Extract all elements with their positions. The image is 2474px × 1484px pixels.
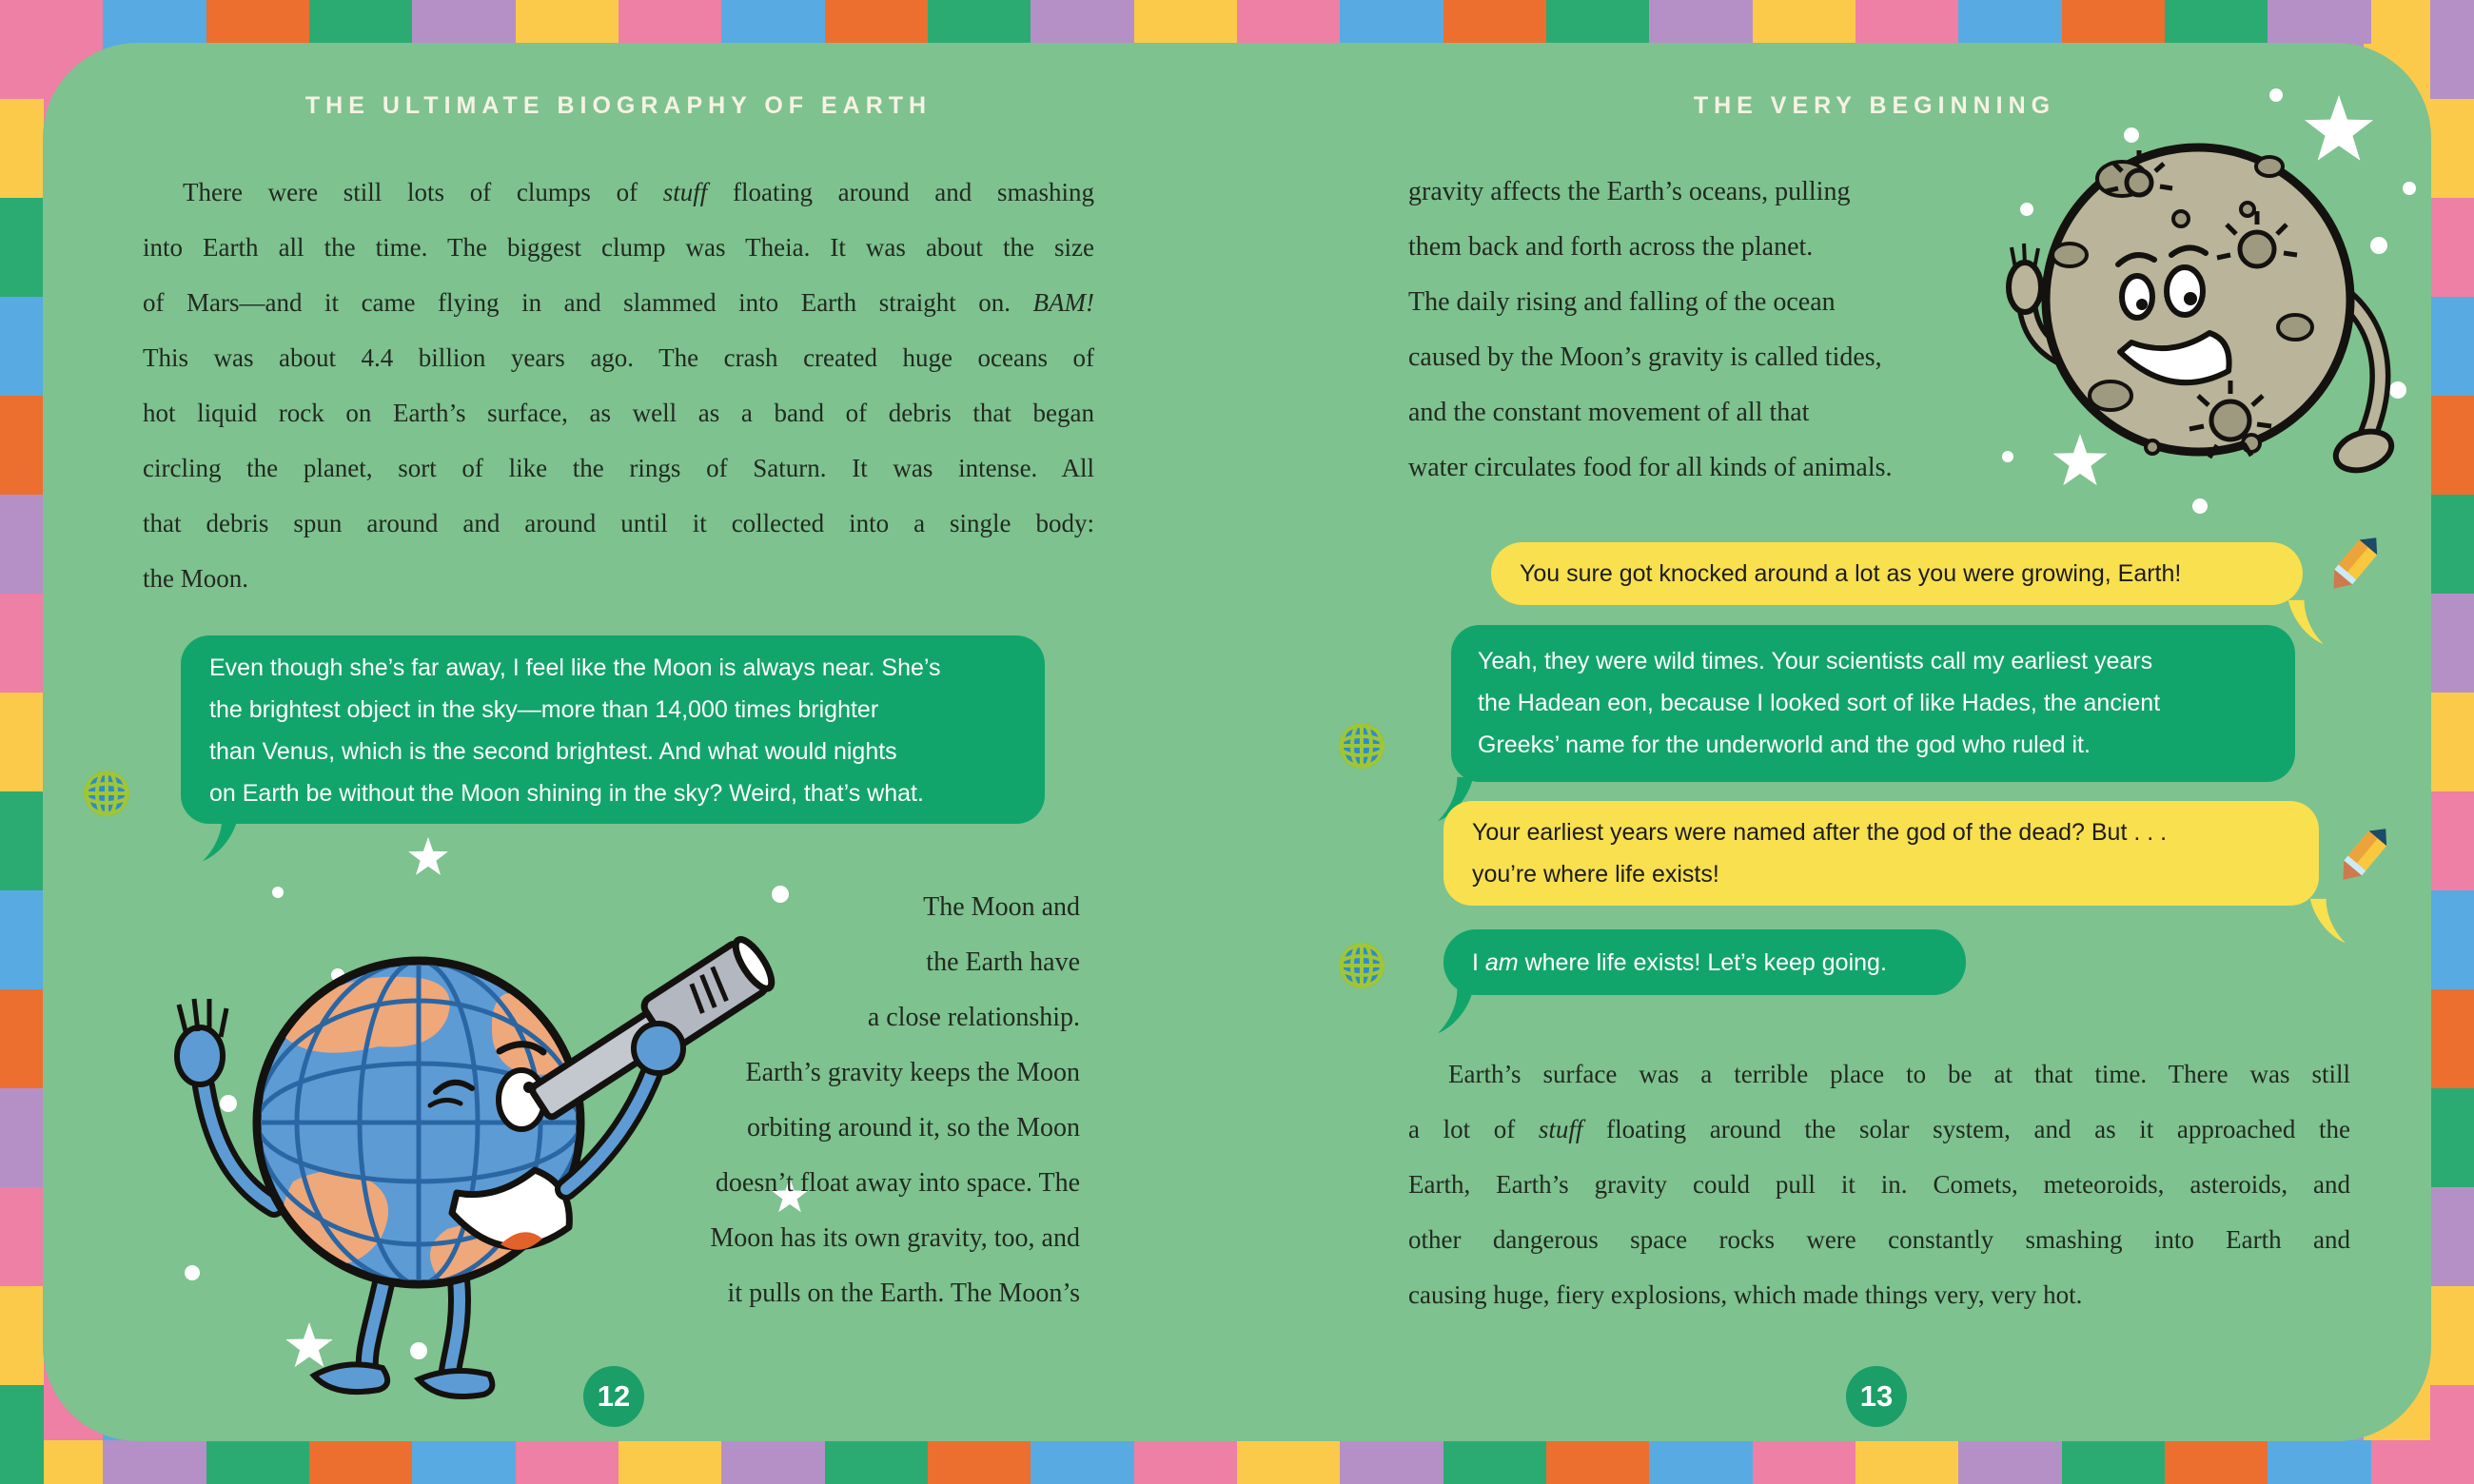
border-cell — [1443, 0, 1546, 44]
border-right — [2430, 0, 2474, 1484]
border-cell — [2430, 396, 2474, 495]
border-cell — [928, 1440, 1031, 1484]
border-cell — [1958, 1440, 2061, 1484]
border-cell — [0, 1385, 44, 1484]
border-cell — [2430, 297, 2474, 396]
left-page-header: THE ULTIMATE BIOGRAPHY OF EARTH — [304, 92, 933, 119]
pencil-icon — [2322, 535, 2385, 601]
border-cell — [0, 396, 44, 495]
border-cell — [2430, 693, 2474, 791]
border-cell — [2430, 1088, 2474, 1187]
border-cell — [0, 594, 44, 693]
border-cell — [0, 890, 44, 989]
border-cell — [825, 1440, 928, 1484]
border-cell — [2430, 791, 2474, 890]
chat-bubble-moon-2: Your earliest years were named after the god of the dead? But . . . you’re where life exists! — [1443, 801, 2319, 906]
border-cell — [1237, 1440, 1340, 1484]
page-number-badge — [1846, 1366, 1907, 1427]
border-cell — [2268, 0, 2370, 44]
border-cell — [1753, 1440, 1856, 1484]
border-cell — [2268, 1440, 2370, 1484]
border-cell — [0, 0, 44, 99]
border-cell — [1649, 0, 1752, 44]
chat-bubble-moon-1: You sure got knocked around a lot as you were growing, Earth! — [1491, 542, 2303, 605]
border-cell — [1856, 1440, 1958, 1484]
border-cell — [1340, 1440, 1443, 1484]
border-cell — [516, 1440, 618, 1484]
border-cell — [2062, 1440, 2165, 1484]
border-cell — [1031, 0, 1133, 44]
earth-globe-avatar-icon — [1337, 941, 1386, 990]
border-cell — [0, 693, 44, 791]
border-cell — [103, 0, 206, 44]
moon-hand — [2009, 244, 2041, 312]
page-number: 13 — [1859, 1379, 1894, 1413]
border-cell — [1856, 0, 1958, 44]
border-cell — [2430, 890, 2474, 989]
border-cell — [2430, 0, 2474, 99]
border-cell — [2165, 1440, 2268, 1484]
book-page-spread — [43, 43, 2431, 1441]
border-cell — [1134, 1440, 1237, 1484]
border-cell — [1546, 0, 1649, 44]
border-left — [0, 0, 44, 1484]
waving-hand — [177, 999, 226, 1084]
border-cell — [412, 1440, 515, 1484]
border-cell — [2430, 594, 2474, 693]
right-page-bottom-paragraph: Earth’s surface was a terrible place to be at that time. There was still a lot of stuff floating around the solar system, and as it approached the Earth, Earth’s gravity could pull it in. Comets, meteoroids, asteroids, and other dangerous space rocks were constantly smashing into Earth and causing huge, fiery explosions, which made things very, very hot. — [1408, 1060, 2350, 1309]
left-page-paragraph: There were still lots of clumps of stuff floating around and smashing into Earth all the time. The biggest clump was Theia. It was about the size of Mars—and it came flying in and slammed into Earth straight on. BAM! This was about 4.4 billion years ago. The crash created huge oceans of hot liquid rock on Earth’s surface, as well as a band of debris that began circling the planet, sort of like the rings of Saturn. It was intense. All that debris spun around and around until it collected into a single body: the Moon. — [143, 178, 1094, 593]
border-cell — [0, 198, 44, 297]
border-cell — [2430, 1286, 2474, 1385]
chat-bubble-earth-2: I am where life exists! Let’s keep going. — [1443, 929, 1966, 995]
page-number-badge — [583, 1366, 644, 1427]
chat-bubble-earth-1: Yeah, they were wild times. Your scientists call my earliest years the Hadean eon, because I looked sort of like Hades, the ancient Greeks’ name for the underworld and the god who ruled it. — [1451, 625, 2295, 782]
border-cell — [1237, 0, 1340, 44]
border-top — [0, 0, 2474, 44]
border-bottom — [0, 1440, 2474, 1484]
border-cell — [2430, 1385, 2474, 1484]
border-cell — [2165, 0, 2268, 44]
border-cell — [1134, 0, 1237, 44]
earth-speech-bubble: Even though she’s far away, I feel like the Moon is always near. She’s the brightest object in the sky—more than 14,000 times brighter than Venus, which is the second brightest. And what would nights on Earth be without the Moon shining in the sky? Weird, that’s what. — [181, 635, 1045, 824]
right-page-top-paragraph: gravity affects the Earth’s oceans, pulling them back and forth across the planet. The daily rising and falling of the ocean caused by the Moon’s gravity is called tides, and the constant movement of all that water circulates food for all kinds of animals. — [1408, 177, 1893, 482]
border-cell — [0, 297, 44, 396]
speech-bubble-tail — [1438, 987, 1487, 1037]
border-cell — [0, 1088, 44, 1187]
border-cell — [0, 99, 44, 198]
border-cell — [1443, 1440, 1546, 1484]
border-cell — [618, 1440, 721, 1484]
left-page-wrap-text: The Moon and the Earth have a close relationship. Earth’s gravity keeps the Moon orbiting around it, so the Moon doesn’t float away into space. The Moon has its own gravity, too, and it pulls on the Earth. The Moon’s — [710, 892, 1080, 1308]
border-cell — [1031, 1440, 1133, 1484]
border-cell — [2430, 495, 2474, 594]
border-cell — [309, 1440, 412, 1484]
border-cell — [2430, 99, 2474, 198]
speech-bubble-tail — [2296, 897, 2346, 947]
border-cell — [412, 0, 515, 44]
border-cell — [0, 791, 44, 890]
border-cell — [516, 0, 618, 44]
pencil-icon — [2331, 826, 2394, 892]
border-cell — [1753, 0, 1856, 44]
page-number: 12 — [597, 1379, 631, 1413]
border-cell — [103, 1440, 206, 1484]
border-cell — [1546, 1440, 1649, 1484]
earth-globe-avatar-icon — [1337, 721, 1386, 771]
border-cell — [0, 1187, 44, 1286]
border-cell — [825, 0, 928, 44]
border-cell — [721, 0, 824, 44]
border-cell — [1340, 0, 1443, 44]
border-cell — [309, 0, 412, 44]
border-cell — [0, 1286, 44, 1385]
border-cell — [0, 989, 44, 1088]
border-cell — [618, 0, 721, 44]
border-cell — [206, 1440, 309, 1484]
moon-character-illustration — [1979, 76, 2436, 533]
border-cell — [1958, 0, 2061, 44]
border-cell — [2430, 198, 2474, 297]
right-page-header: THE VERY BEGINNING — [1693, 92, 2056, 119]
earth-globe-avatar-icon — [82, 769, 131, 818]
border-cell — [928, 0, 1031, 44]
border-cell — [2062, 0, 2165, 44]
border-cell — [2430, 989, 2474, 1088]
border-cell — [206, 0, 309, 44]
border-cell — [0, 495, 44, 594]
border-cell — [2430, 1187, 2474, 1286]
border-cell — [1649, 1440, 1752, 1484]
border-cell — [721, 1440, 824, 1484]
